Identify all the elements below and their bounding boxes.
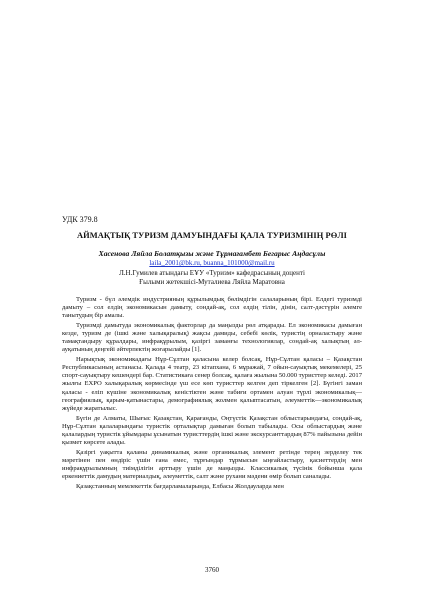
affiliation-line-1: Л.Н.Гумилев атындағы ЕҰУ «Туризм» кафедрасының доценті xyxy=(119,269,305,277)
author-names: Хасенова Ляйла Болатқызы және Тұрмағамбет Бегарыс Аңдасұлы xyxy=(98,249,326,258)
udk-code: УДК 379.8 xyxy=(62,215,98,224)
paragraph-6: Қазақстанның мемлекеттік бағдарламаларында, Елбасы Жолдауларда мен xyxy=(76,483,284,491)
affiliation-block xyxy=(0,269,424,287)
body-text xyxy=(62,296,362,493)
paragraph-4: Бүгін де Алматы, Шығыс Қазақстан, Қарағанды, Оңтүстік Қазақстан облыстарындағы, сондай-ақ, Нұр-Сұлтан қалаларындағы туристік орталықтар дамыған болып табылады. Осы облыстардың және қалалардың туристік ұйымдары ұсынатын туристтердің ішкі және экскурсанттардың 87% пайызына дейін қызмет көрсете алады. xyxy=(62,414,362,446)
author-emails[interactable] xyxy=(0,259,424,267)
paragraph-5: Қазіргі уақытта қаланы динамикалық және органикалық элемент ретінде терең зерделеу тек мәретінен пен өндіріс үшін ғана емес, тұрғындар тұрмысын ыңғайластыру, қасиеттердің мен инфрақұрылымның тиімділігін арттыру үшін де маңызды. Классикалық түсінік бойынша қала еркениеттік дамудың материалдық, әлеуметтік, салт және рухани мәдени өмір болып саналады. xyxy=(62,448,362,480)
paragraph-1: Туризм - бүл әлемдік индустрияның құрылымдық бөлімдігін салаларының бірі. Елдегі туризмді дамыту – сол елдің экономикасын дамыту, сондай-ақ, сол елдің тілін, дінін, салт-дәстүрін әлемге танытудың бір амалы. xyxy=(62,296,362,320)
page-number: 3760 xyxy=(205,566,219,574)
paper-title: АЙМАҚТЫҚ ТУРИЗМ ДАМУЫНДАҒЫ ҚАЛА ТУРИЗМІНІҢ РӨЛІ xyxy=(76,231,348,240)
email-link[interactable]: laila_2001@bk.ru, buanna_101000@mail.ru xyxy=(149,259,275,267)
paragraph-2: Туризмді дамытуда экономикалық факторлар да маңызды рөл атқарады. Ел экономикасы дамыған кезде, туризм де (ішкі және халықаралық) жақсы дамиды, себебі көлік, туристің орналастыру және тамақтандыру құралдары, инфрақұрылым, қазіргі заманғы технологиялар, сондай-ақ халықтың әл-ауқатының деңгейі әйтерпектің жоғарылайды [1]. xyxy=(62,322,362,354)
affiliation-line-2: Ғылыми жетекшісі-Муталиева Ляйла Маратовна xyxy=(139,278,285,286)
paragraph-3: Нарықтық экономикадағы Нұр-Сұлтан қаласына келер болсақ, Нұр-Сұлтан қаласы – Қазақстан Республикасының астанасы. Қалада 4 театр, 23 кітапхана, 6 мұражай, 7 ойын-сауықтық мекемелері, 25 спорт-сауықтыру кешендері бар. Статистикаға сенер болсақ, қалаға жылына 50.000 туристтер келеді. 2017 жылғы ЕХРО халықаралық көрмесінде үш есе көп туристтер келген деп тіркелген [2]. Бүгінгі заман қаласы - еліп күшіне экономикалық кеністіктен және табиғи ортамен алуан түрлі экономикалық—географиялық, қарым-қатынастары, демографиялық жолмен қалыптасатын, әлеуметтік—экономикалық жүйеде жаратылыс. xyxy=(62,356,362,412)
